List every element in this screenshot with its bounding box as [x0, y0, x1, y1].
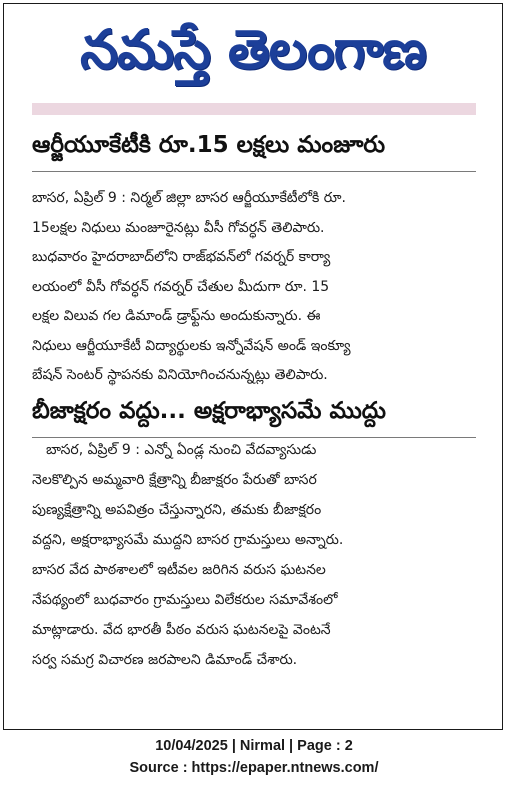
- article-1-line: 15లక్షల నిధులు మంజూరైనట్లు వీసీ గోవర్ధన్ తెలిపారు.: [32, 219, 325, 236]
- article-2-line: వద్దని, అక్షరాభ్యాసమే ముద్దని బాసర గ్రామస్తులు అన్నారు.: [32, 532, 344, 548]
- article-1-body: [32, 184, 476, 391]
- article-1-line: బేషన్ సెంటర్ స్థాపనకు వినియోగించనున్నట్లు తెలిపారు.: [32, 367, 328, 383]
- article-2-body: [32, 435, 476, 675]
- footer-source: Source : https://epaper.ntnews.com/: [129, 760, 379, 776]
- article-2-line: సర్వ సమగ్ర విచారణ జరపాలని డిమాండ్ చేశారు.: [32, 652, 298, 668]
- article-2-line: నెలకొల్పిన అమ్మవారి క్షేత్రాన్ని బీజాక్షరం పేరుతో బాసర: [32, 472, 317, 488]
- article-2-line: బాసర, ఏప్రిల్ 9 : ఎన్నో ఏండ్ల నుంచి వేదవ్యాసుడు: [46, 442, 317, 458]
- newspaper-clipping: [3, 3, 503, 730]
- footer-info: 10/04/2025 | Nirmal | Page : 2: [155, 738, 353, 754]
- article-1-line: లక్షల విలువ గల డిమాండ్ డ్రాఫ్ట్‌ను అందుకున్నారు. ఈ: [32, 308, 321, 324]
- article-1-line: నిధులు ఆర్జీయూకేటీ విద్యార్థులకు ఇన్నోవేషన్ అండ్ ఇంక్యూ: [32, 337, 351, 354]
- article-2-line: బాసర వేద పాఠశాలలో ఇటీవల జరిగిన వరుస ఘటనల: [32, 562, 326, 578]
- article-1-rule: [32, 171, 476, 172]
- article-2-line: నేపథ్యంలో బుధవారం గ్రామస్తులు విలేకరుల సమావేశంలో: [32, 592, 338, 608]
- article-1-line: బాసర, ఏప్రిల్ 9 : నిర్మల్ జిల్లా బాసర ఆర్జీయూకేటీలోకి రూ.: [32, 190, 346, 206]
- article-1-line: బుధవారం హైదరాబాద్‌లోని రాజ్‌భవన్‌లో గవర్నర్ కార్యా: [32, 249, 331, 265]
- article-2-line: పుణ్యక్షేత్రాన్ని అపవిత్రం చేస్తున్నారని, తమకు బీజాక్షరం: [32, 502, 322, 518]
- masthead-title: నమస్తే తెలంగాణ: [80, 18, 426, 81]
- article-2-headline: బీజాక్షరం వద్దు... అక్షరాభ్యాసమే ముద్దు: [32, 398, 386, 424]
- article-1-line: లయంలో వీసీ గోవర్ధన్ గవర్నర్ చేతుల మీదుగా రూ. 15: [32, 278, 330, 295]
- article-1-headline: ఆర్జీయూకేటీకి రూ.15 లక్షలు మంజూరు: [32, 132, 386, 158]
- article-2-line: మాట్లాడారు. వేద భారతీ పీఠం వరుస ఘటనలపై వెంటనే: [32, 622, 331, 638]
- masthead-divider-band: [32, 103, 476, 115]
